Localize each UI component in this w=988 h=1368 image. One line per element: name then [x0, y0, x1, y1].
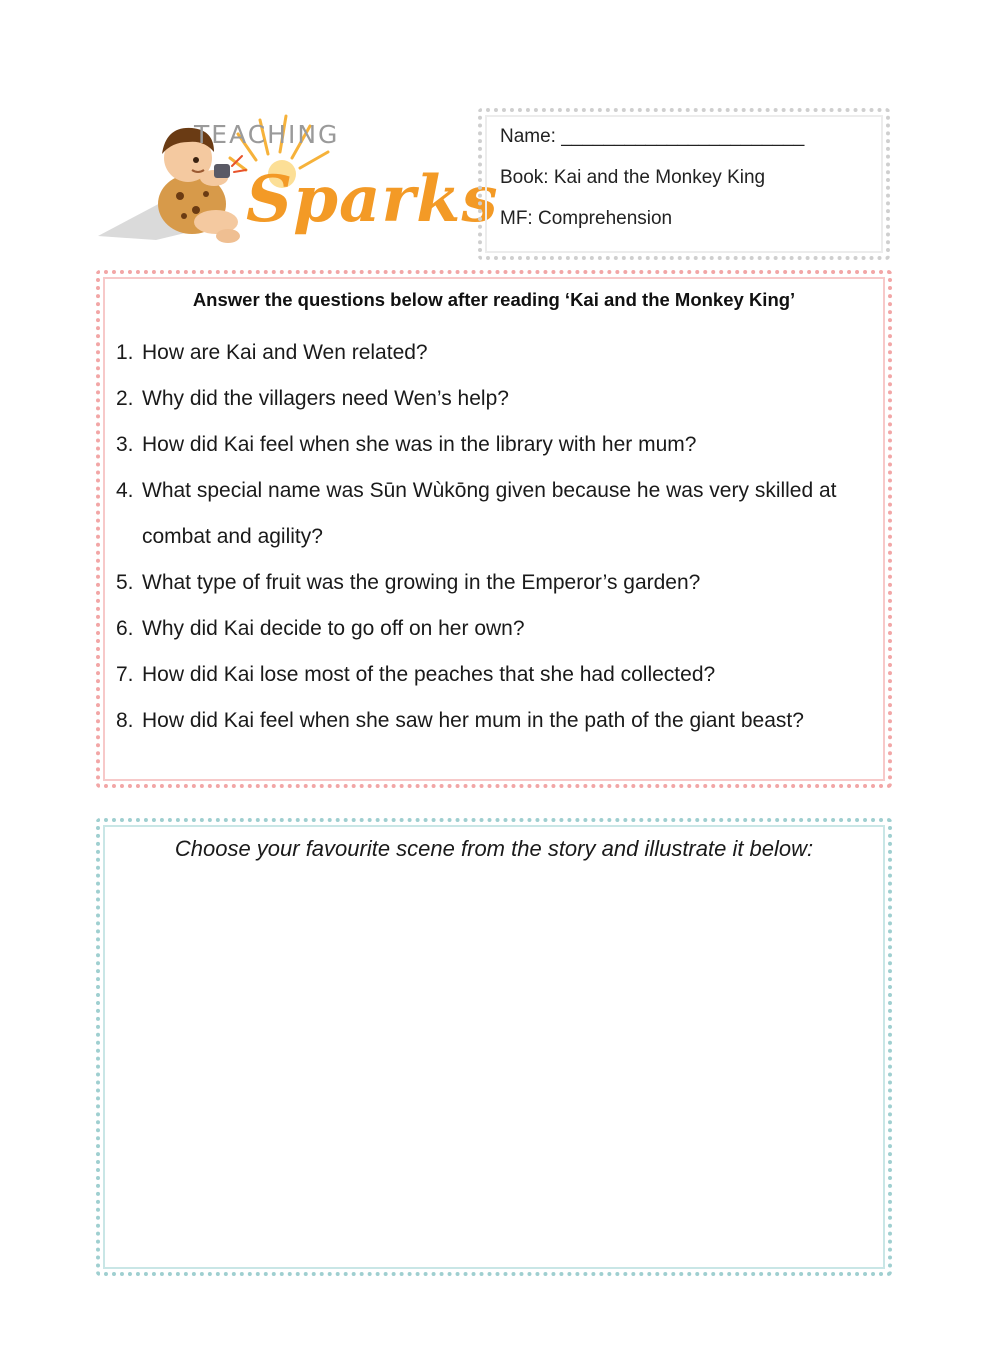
- mf-line: MF: Comprehension: [500, 208, 673, 229]
- question-item: [116, 330, 878, 376]
- question-number: 2.: [116, 387, 134, 410]
- question-number: 4.: [116, 479, 134, 502]
- teaching-sparks-logo: [96, 112, 499, 254]
- questions-instruction: Answer the questions below after reading ‘Kai and the Monkey King’: [192, 289, 796, 310]
- question-item: [116, 606, 878, 652]
- question-item: [116, 698, 878, 744]
- question-text: How did Kai lose most of the peaches that she had collected?: [142, 663, 716, 686]
- question-text: How did Kai feel when she saw her mum in the path of the giant beast?: [142, 709, 804, 732]
- question-number: 5.: [116, 571, 134, 594]
- question-text: Why did Kai decide to go off on her own?: [142, 617, 525, 640]
- question-text: How did Kai feel when she was in the library with her mum?: [142, 433, 697, 456]
- logo-teaching-text: TEACHING: [194, 120, 340, 149]
- question-number: 3.: [116, 433, 134, 456]
- question-number: 1.: [116, 341, 134, 364]
- question-item: [116, 560, 878, 606]
- question-text: How are Kai and Wen related?: [142, 341, 428, 364]
- questions-list: [116, 330, 878, 744]
- question-item: [116, 376, 878, 422]
- illustration-prompt: Choose your favourite scene from the story and illustrate it below:: [174, 836, 814, 861]
- questions-box: [96, 270, 892, 788]
- illustration-box[interactable]: [96, 818, 892, 1276]
- question-number: 6.: [116, 617, 134, 640]
- logo-sparks-text: Sparks: [246, 162, 499, 237]
- info-box: [478, 108, 890, 260]
- question-item: [116, 652, 878, 698]
- question-text: What special name was Sūn Wùkōng given because he was very skilled at combat and agility?: [142, 479, 837, 548]
- question-text: What type of fruit was the growing in the Emperor’s garden?: [142, 571, 701, 594]
- name-field-line[interactable]: Name: _______________________: [500, 126, 805, 147]
- question-item: [116, 422, 878, 468]
- question-item: [116, 468, 878, 560]
- book-title-line: Book: Kai and the Monkey King: [500, 167, 766, 188]
- question-number: 7.: [116, 663, 134, 686]
- question-text: Why did the villagers need Wen’s help?: [142, 387, 509, 410]
- question-number: 8.: [116, 709, 134, 732]
